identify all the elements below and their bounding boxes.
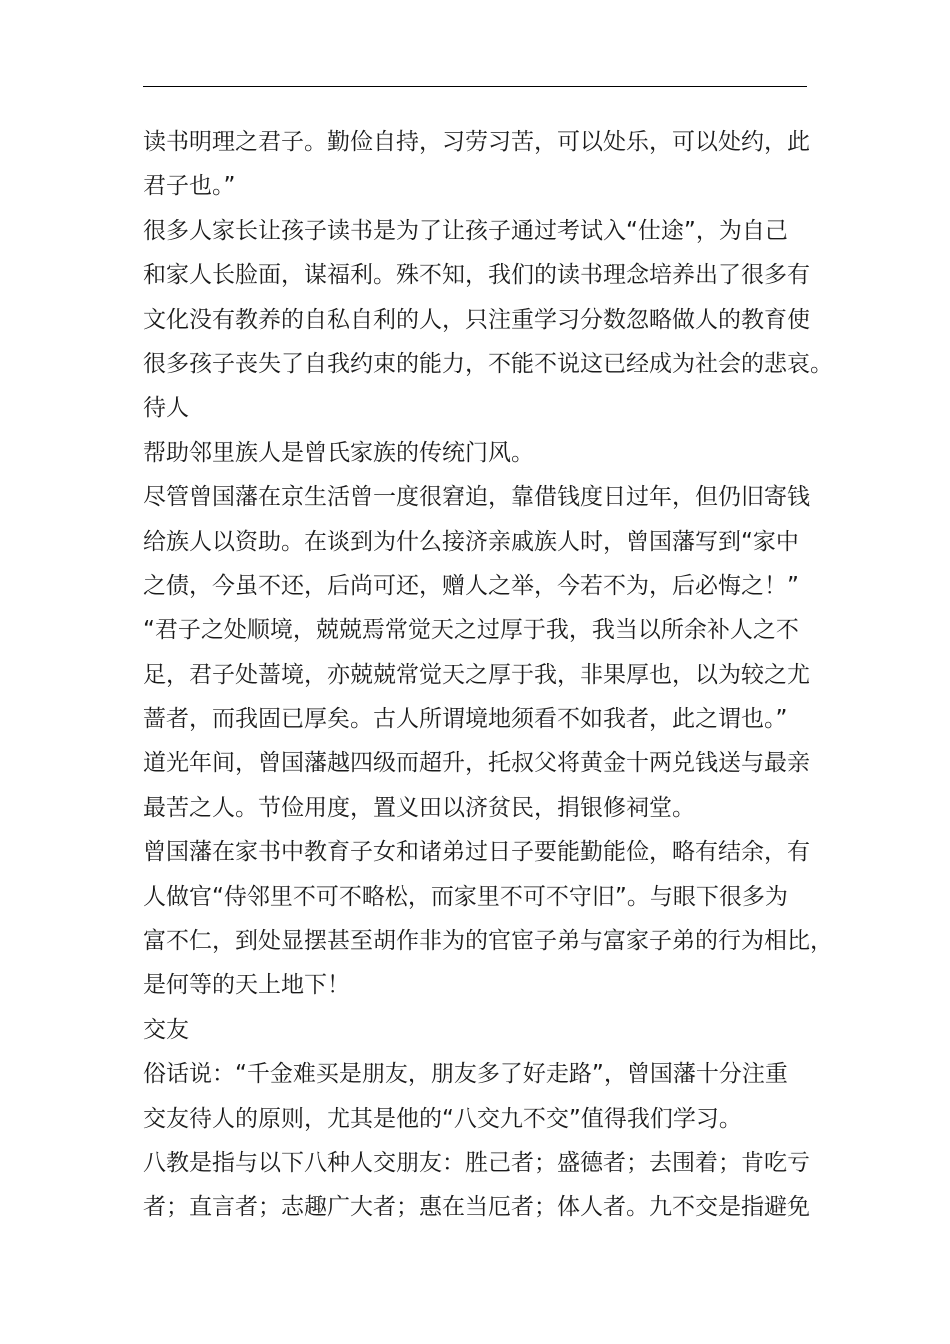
text-line: 足，君子处蔷境，亦兢兢常觉天之厚于我，非果厚也，以为较之尤 — [143, 661, 810, 688]
text-line: 八教是指与以下八种人交朋友：胜己者；盛德者；去围着；肯吃亏 — [143, 1149, 810, 1176]
text-line: 是何等的天上地下！ — [143, 972, 350, 999]
text-line: 蔷者，而我固已厚矣。古人所谓境地须看不如我者，此之谓也。” — [143, 706, 788, 733]
text-line: 者；直言者；志趣广大者；惠在当厄者；体人者。九不交是指避免 — [143, 1194, 810, 1221]
text-line: 帮助邻里族人是曾氏家族的传统门风。 — [143, 439, 534, 466]
text-line: “君子之处顺境，兢兢焉常觉天之过厚于我，我当以所余补人之不 — [143, 617, 799, 644]
text-line: 文化没有教养的自私自利的人，只注重学习分数忽略做人的教育使 — [143, 306, 810, 333]
text-line: 和家人长脸面，谋福利。殊不知，我们的读书理念培养出了很多有 — [143, 262, 810, 289]
text-line: 读书明理之君子。勤俭自持，习劳习苦，可以处乐，可以处约，此 — [143, 129, 810, 155]
text-line: 最苦之人。节俭用度，置义田以济贫民，捐银修祠堂。 — [143, 794, 695, 821]
text-line: 君子也。” — [143, 173, 236, 200]
text-line: 俗话说：“千金难买是朋友，朋友多了好走路”，曾国藩十分注重 — [143, 1061, 788, 1088]
text-line: 很多人家长让孩子读书是为了让孩子通过考试入“仕途”，为自己 — [143, 217, 788, 244]
text-line: 曾国藩在家书中教育子女和诸弟过日子要能勤能俭，略有结余，有 — [143, 839, 810, 866]
text-line: 尽管曾国藩在京生活曾一度很窘迫，靠借钱度日过年，但仍旧寄钱 — [143, 484, 810, 511]
section-heading-jiaoyou: 交友 — [143, 1016, 189, 1043]
body-text — [143, 120, 833, 1230]
header-rule — [143, 86, 807, 87]
text-line: 人做官“侍邻里不可不略松，而家里不可不守旧”。与眼下很多为 — [143, 883, 788, 910]
section-heading-dairen: 待人 — [143, 395, 189, 422]
text-line: 给族人以资助。在谈到为什么接济亲戚族人时，曾国藩写到“家中 — [143, 528, 799, 555]
text-line: 很多孩子丧失了自我约束的能力，不能不说这已经成为社会的悲哀。 — [143, 350, 833, 377]
text-line: 交友待人的原则，尤其是他的“八交九不交”值得我们学习。 — [143, 1105, 742, 1132]
text-line: 富不仁，到处显摆甚至胡作非为的官宦子弟与富家子弟的行为相比， — [143, 928, 833, 955]
text-line: 道光年间，曾国藩越四级而超升，托叔父将黄金十两兑钱送与最亲 — [143, 750, 810, 777]
text-line: 之债，今虽不还，后尚可还，赠人之举，今若不为，后必悔之！” — [143, 572, 799, 599]
